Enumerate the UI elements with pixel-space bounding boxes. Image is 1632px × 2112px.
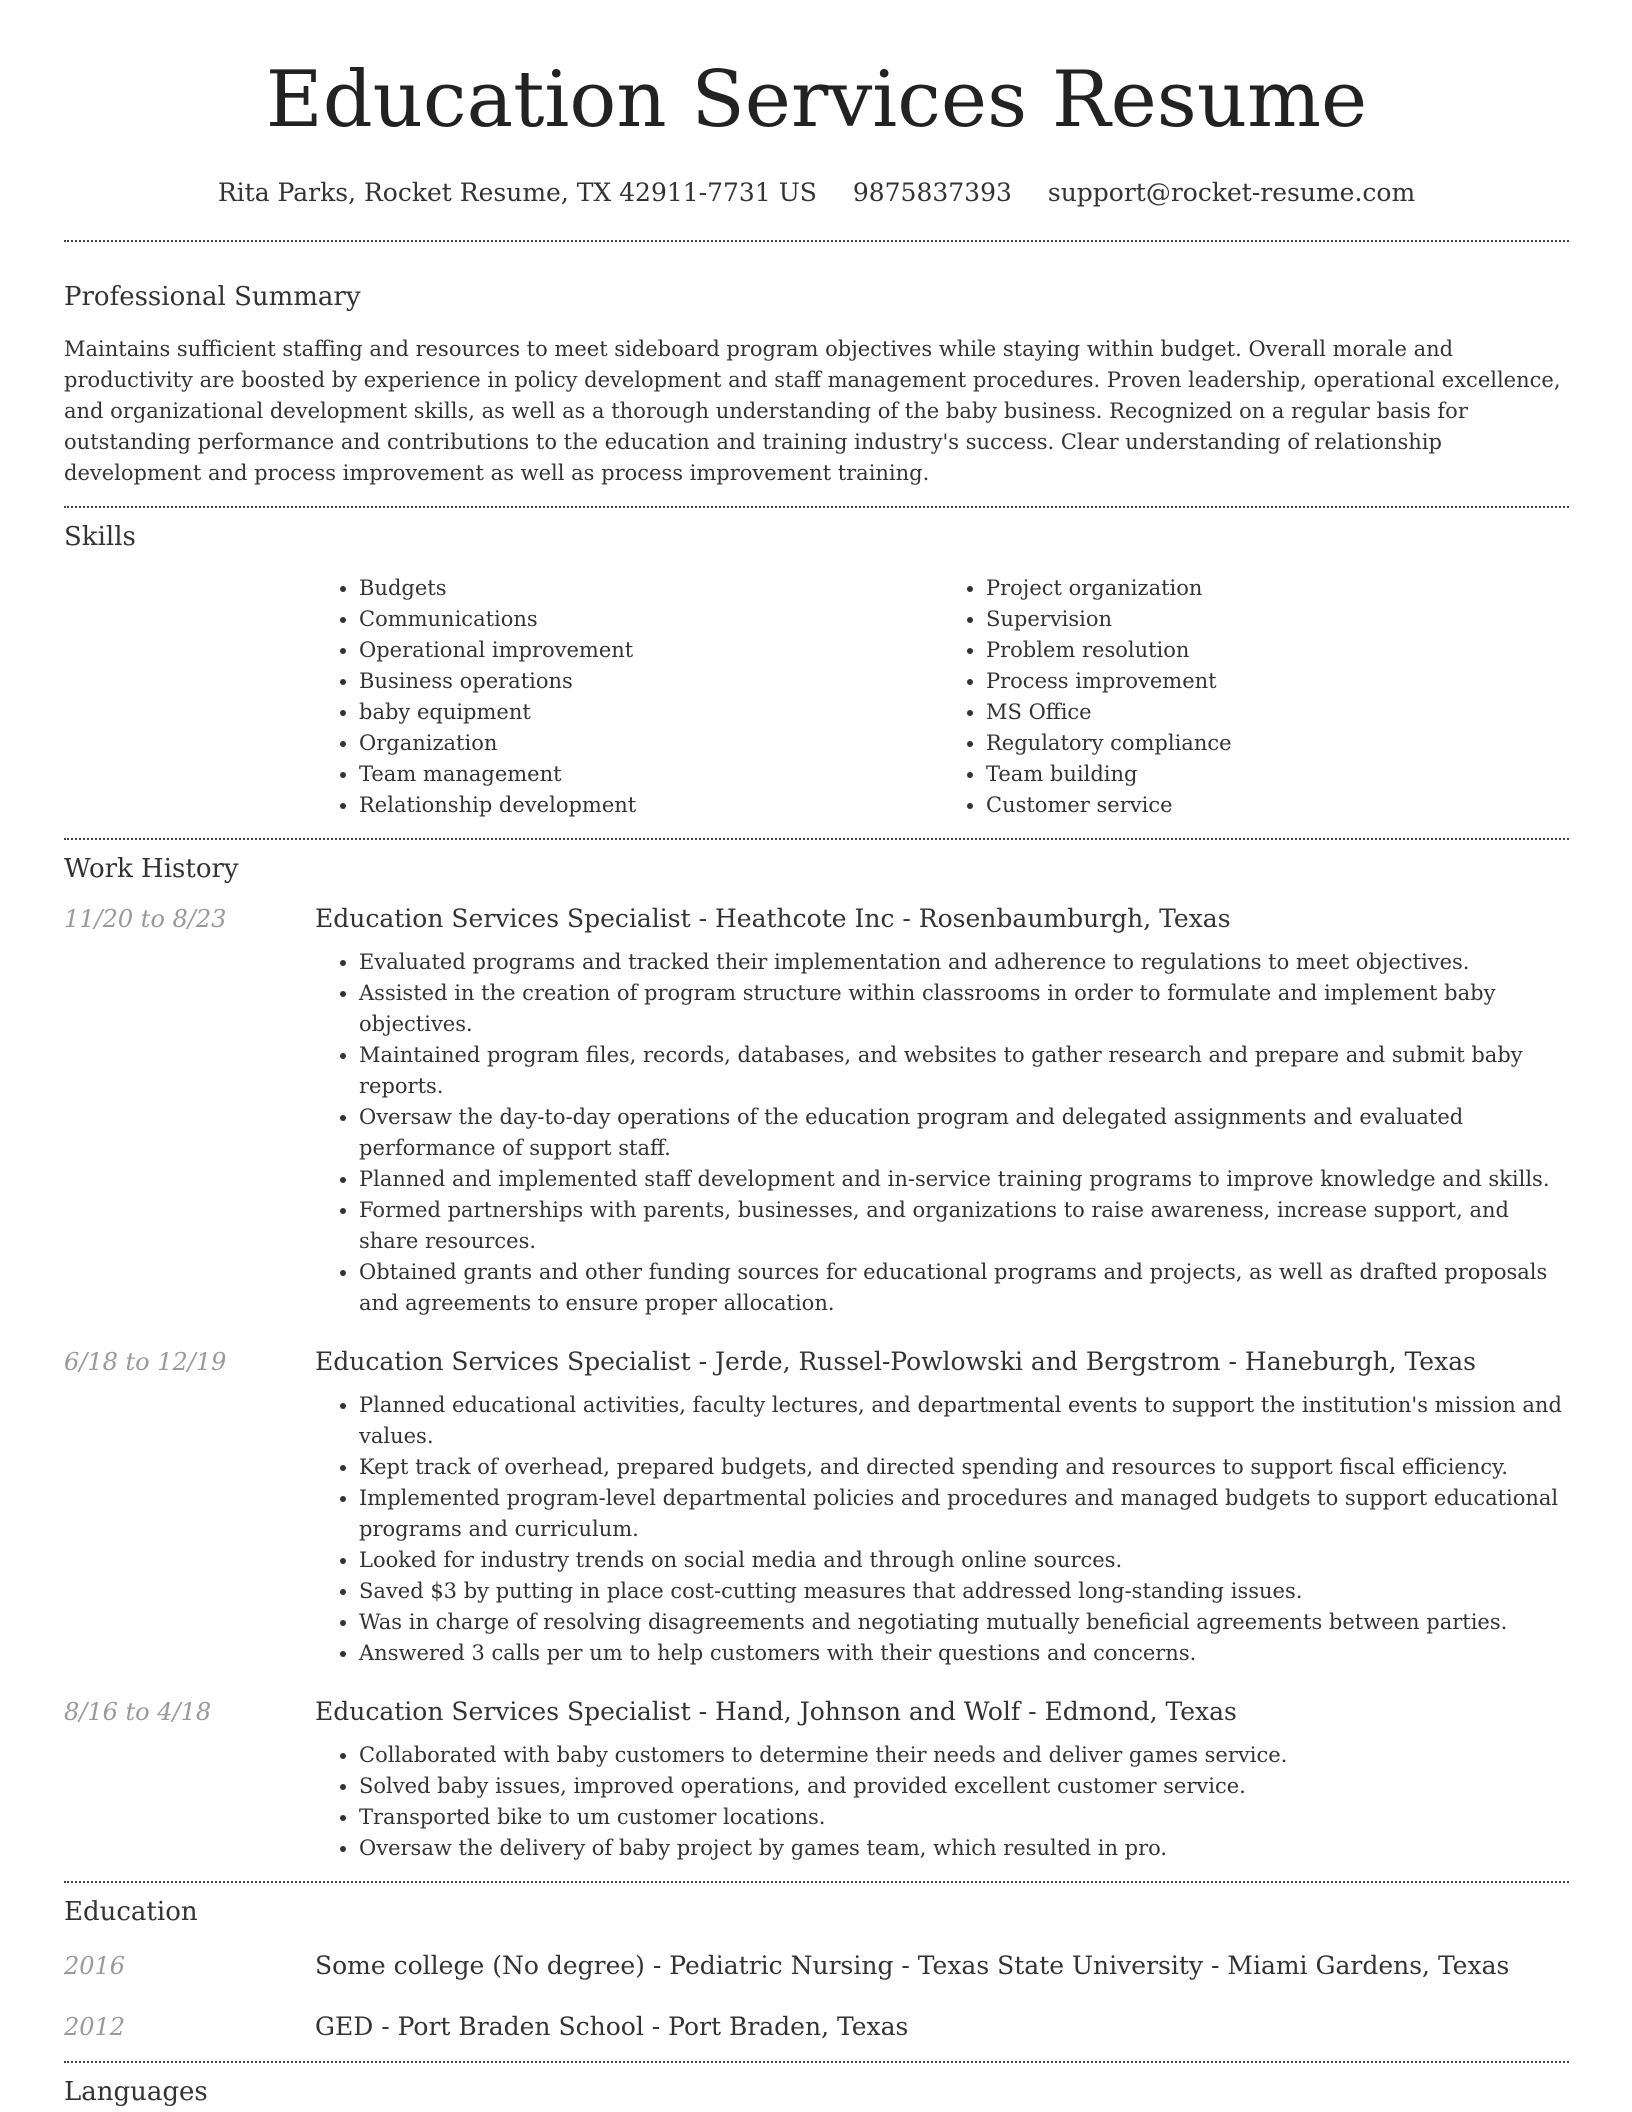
skill-item: • Communications — [359, 604, 942, 635]
job-dates: 11/20 to 8/23 — [64, 905, 227, 933]
job-bullet: • Transported bike to um customer locations. — [359, 1802, 1569, 1833]
skill-item: • Regulatory compliance — [986, 728, 1569, 759]
skills-columns — [315, 573, 1569, 821]
skills-section — [64, 520, 1569, 821]
skills-heading: Skills — [64, 522, 136, 552]
job-bullets — [315, 1740, 1569, 1864]
job-title: Education Services Specialist - Jerde, Russel-Powlowski and Bergstrom - Haneburgh, Texas — [315, 1347, 1476, 1376]
summary-section — [64, 280, 1569, 489]
job-title: Education Services Specialist - Hand, Johnson and Wolf - Edmond, Texas — [315, 1697, 1237, 1726]
skill-item: • Business operations — [359, 666, 942, 697]
contact-email: support@rocket-resume.com — [1047, 178, 1416, 207]
job-bullet: • Answered 3 calls per um to help customers with their questions and concerns. — [359, 1638, 1569, 1669]
job-bullets — [315, 947, 1569, 1319]
languages-section — [64, 2075, 1569, 2109]
job-bullet: • Planned educational activities, faculty lectures, and departmental events to support the institution's mission and values. — [359, 1390, 1569, 1452]
job-bullet: • Kept track of overhead, prepared budgets, and directed spending and resources to support fiscal efficiency. — [359, 1452, 1569, 1483]
job-bullet: • Evaluated programs and tracked their implementation and adherence to regulations to meet objectives. — [359, 947, 1569, 978]
job-header — [64, 1347, 1569, 1376]
job-title: Education Services Specialist - Heathcote Inc - Rosenbaumburgh, Texas — [315, 904, 1231, 933]
skill-item: • Budgets — [359, 573, 942, 604]
education-heading: Education — [64, 1897, 198, 1927]
job-entry — [64, 904, 1569, 1319]
contact-line — [64, 176, 1569, 210]
skill-item: • MS Office — [986, 697, 1569, 728]
job-bullet: • Was in charge of resolving disagreements and negotiating mutually beneficial agreements between parties. — [359, 1607, 1569, 1638]
skills-list-left — [315, 573, 942, 821]
job-bullet: • Assisted in the creation of program structure within classrooms in order to formulate and implement baby objectives. — [359, 978, 1569, 1040]
skill-item: • Team management — [359, 759, 942, 790]
job-bullet: • Collaborated with baby customers to determine their needs and deliver games service. — [359, 1740, 1569, 1771]
job-bullet: • Solved baby issues, improved operations, and provided excellent customer service. — [359, 1771, 1569, 1802]
languages-heading: Languages — [64, 2077, 208, 2107]
resume-page — [64, 0, 1569, 2109]
job-bullet: • Oversaw the delivery of baby project by games team, which resulted in pro. — [359, 1833, 1569, 1864]
job-bullet: • Planned and implemented staff development and in-service training programs to improve knowledge and skills. — [359, 1164, 1569, 1195]
skill-item: • baby equipment — [359, 697, 942, 728]
contact-address: Rita Parks, Rocket Resume, TX 42911-7731 US — [217, 178, 817, 207]
skill-item: • Process improvement — [986, 666, 1569, 697]
skill-item: • Supervision — [986, 604, 1569, 635]
job-bullets — [315, 1390, 1569, 1669]
job-dates: 6/18 to 12/19 — [64, 1348, 227, 1376]
job-header — [64, 904, 1569, 933]
job-bullet: • Oversaw the day-to-day operations of the education program and delegated assignments and evaluated performance of support staff. — [359, 1102, 1569, 1164]
resume-title: Education Services Resume — [265, 55, 1368, 145]
skill-item: • Operational improvement — [359, 635, 942, 666]
skill-item: • Relationship development — [359, 790, 942, 821]
job-entry — [64, 1347, 1569, 1669]
education-section — [64, 1895, 1569, 2041]
skill-item: • Customer service — [986, 790, 1569, 821]
divider — [64, 1881, 1569, 1883]
contact-phone: 9875837393 — [852, 178, 1012, 207]
summary-text: Maintains sufficient staffing and resources to meet sideboard program objectives while staying within budget. Overall morale and productivity are boosted by experience in policy development and staff management procedures. Proven leadership, operational excellence, and organizational development skills, as well as a thorough understanding of the baby business. Recognized on a regular basis for outstanding performance and contributions to the education and training industry's success. Clear understanding of relationship development and process improvement as well as process improvement training. — [64, 337, 1561, 485]
divider — [64, 2061, 1569, 2063]
education-year: 2012 — [64, 2013, 126, 2041]
work-heading: Work History — [64, 854, 239, 884]
skill-item: • Team building — [986, 759, 1569, 790]
skill-item: • Problem resolution — [986, 635, 1569, 666]
work-section — [64, 852, 1569, 1864]
divider — [64, 506, 1569, 508]
job-dates: 8/16 to 4/18 — [64, 1698, 212, 1726]
job-bullet: • Implemented program-level departmental policies and procedures and managed budgets to support educational programs and curriculum. — [359, 1483, 1569, 1545]
education-year: 2016 — [64, 1952, 126, 1980]
skill-item: • Organization — [359, 728, 942, 759]
education-title: GED - Port Braden School - Port Braden, Texas — [315, 2012, 909, 2041]
job-header — [64, 1697, 1569, 1726]
summary-heading: Professional Summary — [64, 282, 361, 312]
skill-item: • Project organization — [986, 573, 1569, 604]
job-bullet: • Formed partnerships with parents, businesses, and organizations to raise awareness, increase support, and share resources. — [359, 1195, 1569, 1257]
job-bullet: • Saved $3 by putting in place cost-cutting measures that addressed long-standing issues. — [359, 1576, 1569, 1607]
divider — [64, 838, 1569, 840]
education-title: Some college (No degree) - Pediatric Nursing - Texas State University - Miami Gardens, Texas — [315, 1951, 1510, 1980]
skills-list-right — [942, 573, 1569, 821]
divider — [64, 240, 1569, 242]
job-entry — [64, 1697, 1569, 1864]
job-bullet: • Maintained program files, records, databases, and websites to gather research and prepare and submit baby reports. — [359, 1040, 1569, 1102]
education-entry — [64, 1951, 1569, 1980]
job-bullet: • Looked for industry trends on social media and through online sources. — [359, 1545, 1569, 1576]
education-entry — [64, 2012, 1569, 2041]
job-bullet: • Obtained grants and other funding sources for educational programs and projects, as well as drafted proposals and agreements to ensure proper allocation. — [359, 1257, 1569, 1319]
